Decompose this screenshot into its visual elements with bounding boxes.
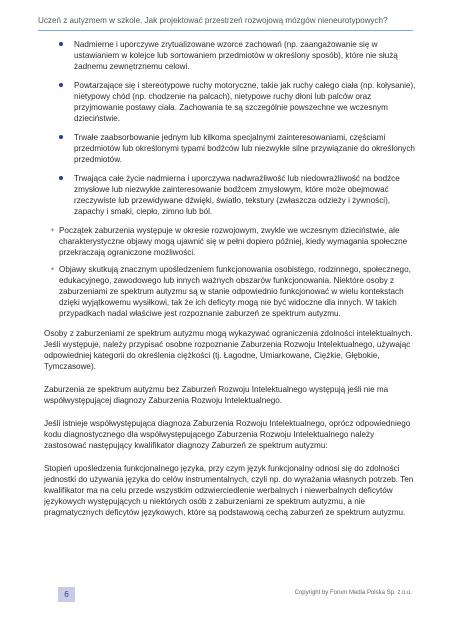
body-paragraph: Zaburzenia ze spektrum autyzmu bez Zaburzeń Rozwoju Intelektualnego występują jeśli nie ma współwystępującej diagnozy Zaburzenia Rozwoju Intelektualnego. (44, 385, 389, 405)
header-divider (38, 30, 413, 31)
sub-bullet-list (52, 39, 416, 217)
main-bullet-item: ✦ Początek zaburzenia występuje w okresie rozwojowym, zwykle we wczesnym dzieciństwie, ale charakterystyczne objawy mogą ujawnić się w pełni dopiero później, kiedy wymagania społeczne przekraczają ograniczone możliwości. (59, 225, 416, 258)
page-number: 6 (58, 587, 75, 602)
running-header: Uczeń z autyzmem w szkole. Jak projektować przestrzeń rozwojową mózgów nieneurotypowych? (38, 16, 388, 25)
sub-bullet-item: Powtarzające się i stereotypowe ruchy motoryczne, takie jak ruchy całego ciała (np. kołysanie), nietypowy chód (np. chodzenie na palcach), nietypowe ruchy dłoni lub palców oraz przyjmowanie postawy ciała. Zachowania te są szczególnie powszechne we wczesnym dzieciństwie. (74, 81, 416, 123)
page-body (44, 39, 416, 530)
main-bullet-item: ✦ Objawy skutkują znacznym upośledzeniem funkcjonowania osobistego, rodzinnego, społecznego, edukacyjnego, zawodowego lub innych ważnych obszarów funkcjonowania. Niektóre osoby z zaburzeniami ze spektrum autyzmu są w stanie odpowiednio funkcjonować w wielu kontekstach dzięki wyjątkowemu wysiłkowi, tak że ich deficyty mogą nie być widoczne dla innych. W takich przypadkach nadal właściwe jest rozpoznanie zaburzeń ze spektrum autyzmu. (59, 264, 416, 319)
body-paragraph: Stopień upośledzenia funkcjonalnego języka, przy czym język funkcjonalny odnosi się do zdolności jednostki do używania języka do celów instrumentalnych, czyli np. do wyrażania własnych potrzeb. Ten kwalifikator ma na celu przede wszystkim odzwierciedlenie werbalnych i niewerbalnych deficytów językowych występujących u niektórych osób z zaburzeniami ze spektrum autyzmu, a nie pragmatycznych deficytów językowych, które są podstawową cechą zaburzeń ze spektrum autyzmu. (44, 464, 414, 517)
sub-bullet-item: Trwająca całe życie nadmierna i uporczywa nadwrażliwość lub niedowrażliwość na bodźce zmysłowe lub niezwykłe zainteresowanie bodźcem zmysłowym, które może obejmować rzeczywiste lub przewidywane dźwięki, światło, tekstury (zwłaszcza odzieży i żywności), zapachy i smaki, ciepło, zimno lub ból. (74, 173, 416, 217)
main-bullet-list (52, 225, 416, 319)
copyright-notice: Copyright by Forum Media Polska Sp. z o.o. (294, 590, 412, 596)
sub-bullet-item: Nadmierne i uporczywe zrytualizowane wzorce zachowań (np. zaangażowanie się w ustawianiem w kolejce lub sortowaniem przedmiotów w określony sposób), które nie służą żadnemu zewnętrznemu celowi. (74, 39, 416, 72)
body-paragraph: Osoby z zaburzeniami ze spektrum autyzmu mogą wykazywać ograniczenia zdolności intelektualnych. Jeśli występuje, należy przypisać osobne rozpoznanie Zaburzenia Rozwoju Intelektualnego, używając odpowiedniej kategorii do określenia ciężkości (tj. Łagodne, Umiarkowane, Ciężkie, Głębokie, Tymczasowe). (44, 329, 413, 371)
sub-bullet-item: Trwałe zaabsorbowanie jednym lub kilkoma specjalnymi zainteresowaniami, częściami przedmiotów lub określonymi typami bodźców lub niezwykłe silne przywiązanie do określonych przedmiotów. (74, 133, 415, 164)
body-paragraph: Jeśli istnieje współwystępująca diagnoza Zaburzenia Rozwoju Intelektualnego, oprócz odpowiedniego kodu diagnostycznego dla współwystępującego Zaburzenia Rozwoju Intelektualnego należy zastosować następujący kwalifikator diagnozy Zaburzeń ze spektrum autyzmu: (44, 419, 411, 450)
